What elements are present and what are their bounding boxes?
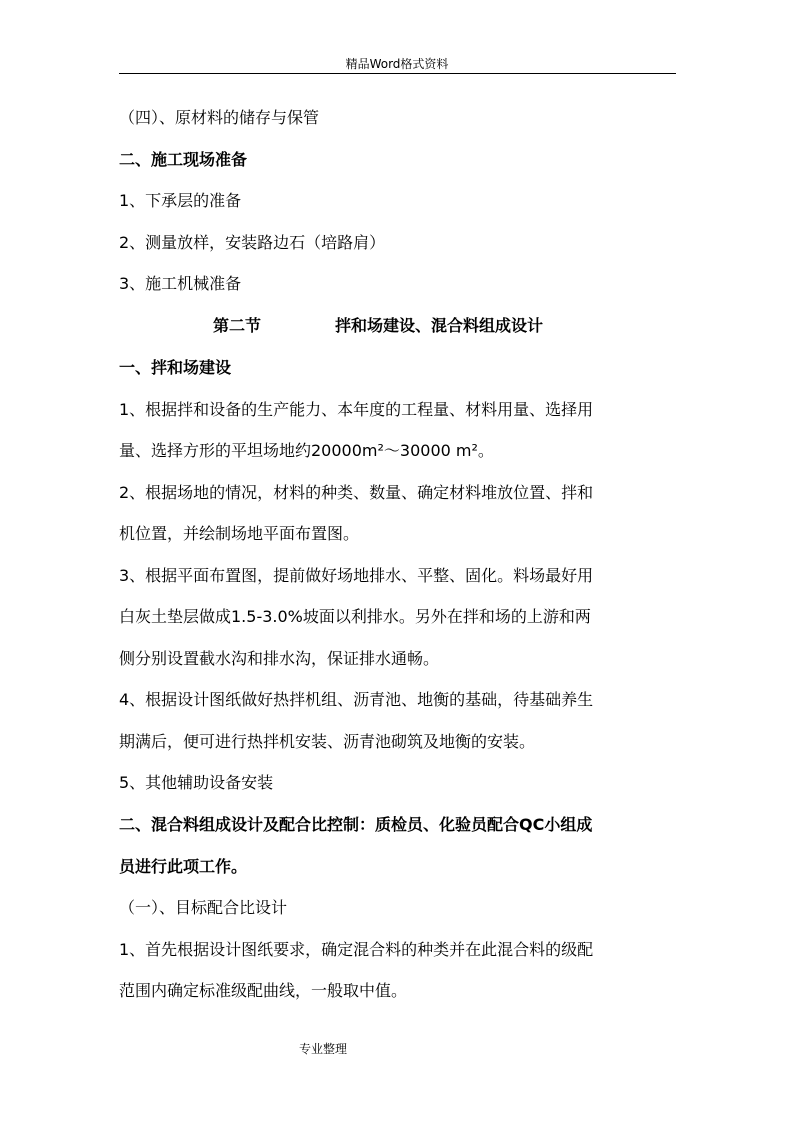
paragraph-line: 2、测量放样，安装路边石（培路肩） xyxy=(119,233,386,252)
section-number: 第二节 xyxy=(213,316,262,335)
paragraph-line: 1、下承层的准备 xyxy=(119,191,242,210)
section-title xyxy=(0,316,794,336)
paragraph-line: 5、其他辅助设备安装 xyxy=(119,773,274,792)
paragraph-line: 3、施工机械准备 xyxy=(119,274,242,293)
section-name: 拌和场建设、混合料组成设计 xyxy=(335,316,544,335)
paragraph-line: 1、首先根据设计图纸要求，确定混合料的种类并在此混合料的级配 xyxy=(119,940,594,959)
heading-mix-design-cont: 员进行此项工作。 xyxy=(119,857,248,876)
paragraph-line: 期满后，便可进行热拌机安装、沥青池砌筑及地衡的安装。 xyxy=(119,732,536,751)
heading-mix-design: 二、混合料组成设计及配合比控制：质检员、化验员配合QC小组成 xyxy=(119,815,593,834)
paragraph-line: 机位置，并绘制场地平面布置图。 xyxy=(119,524,360,543)
paragraph-line: 范围内确定标准级配曲线，一般取中值。 xyxy=(119,981,408,1000)
heading-site-preparation: 二、施工现场准备 xyxy=(119,150,248,169)
paragraph-line: 2、根据场地的情况，材料的种类、数量、确定材料堆放位置、拌和 xyxy=(119,483,594,502)
paragraph-line: 侧分别设置截水沟和排水沟，保证排水通畅。 xyxy=(119,649,440,668)
subheading-raw-material-storage: （四）、原材料的储存与保管 xyxy=(119,108,320,127)
paragraph-line: 量、选择方形的平坦场地约20000m²～30000 m²。 xyxy=(119,441,494,460)
subheading-target-mix-design: （一）、目标配合比设计 xyxy=(119,898,288,917)
header-rule xyxy=(119,73,676,74)
page-header: 精品Word格式资料 xyxy=(345,57,449,71)
heading-mixing-plant: 一、拌和场建设 xyxy=(119,358,232,377)
paragraph-line: 3、根据平面布置图，提前做好场地排水、平整、固化。料场最好用 xyxy=(119,566,594,585)
paragraph-line: 1、根据拌和设备的生产能力、本年度的工程量、材料用量、选择用 xyxy=(119,400,594,419)
paragraph-line: 白灰土垫层做成1.5-3.0%坡面以利排水。另外在拌和场的上游和两 xyxy=(119,607,591,626)
paragraph-line: 4、根据设计图纸做好热拌机组、沥青池、地衡的基础，待基础养生 xyxy=(119,690,594,709)
page-footer: 专业整理 xyxy=(299,1042,348,1056)
